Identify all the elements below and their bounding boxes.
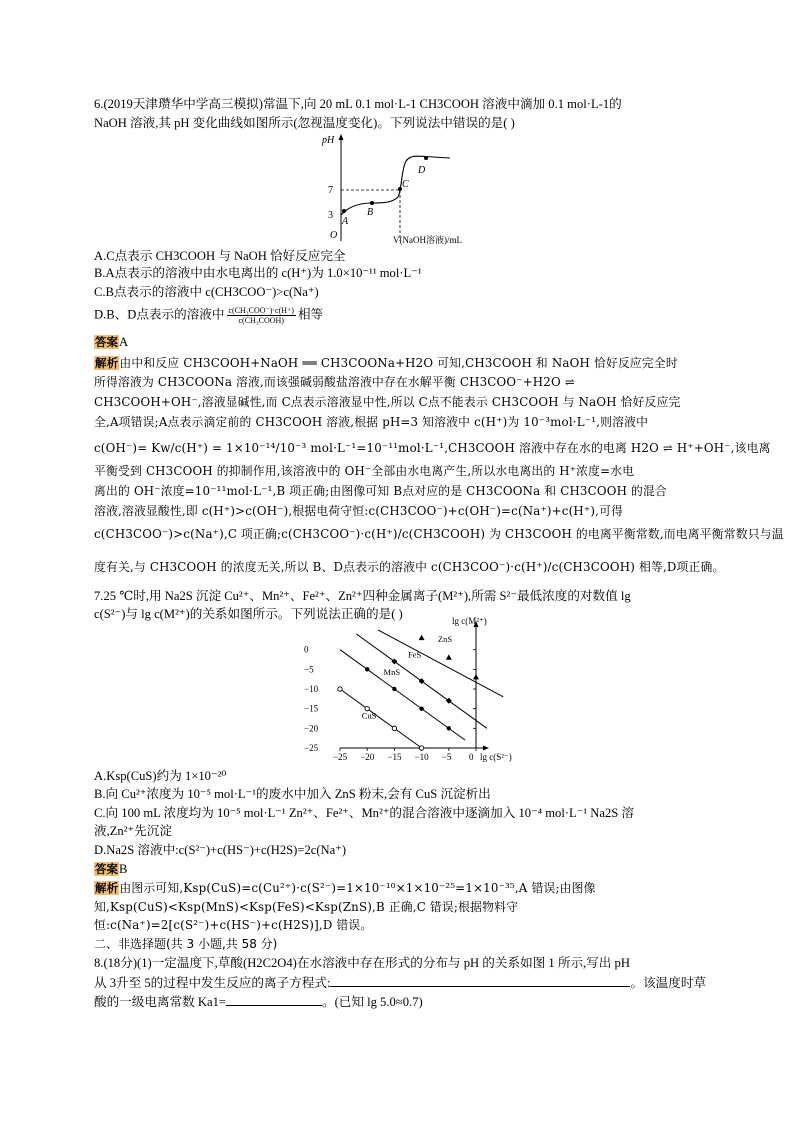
label-D: D bbox=[418, 165, 426, 176]
answer-value: A bbox=[119, 335, 129, 349]
series-label-mns: MnS bbox=[383, 667, 401, 678]
q8-line2-post: 。该温度时草 bbox=[630, 976, 707, 990]
y-tick-label: −10 bbox=[304, 684, 319, 694]
q7-answer bbox=[94, 862, 127, 877]
answer-tag: 答案 bbox=[95, 862, 118, 876]
q6-option-d-pre: D.B、D点表示的溶液中 bbox=[94, 307, 225, 322]
q6-option-b: B.A点表示的溶液中由水电离出的 c(H⁺)为 1.0×10⁻¹¹ mol·L⁻¹ bbox=[94, 266, 422, 280]
point-A bbox=[342, 209, 346, 213]
y-tick-label: −20 bbox=[304, 723, 319, 734]
q7-option-d: D.Na2S 溶液中:c(S²⁻)+c(HS⁻)+c(H2S)=2c(Na⁺) bbox=[94, 843, 347, 857]
q6-analysis-line8: 溶液,溶液显酸性,即 c(H⁺)>c(OH⁻),根据电荷守恒:c(CH3COO⁻)+c(OH⁻)=c(Na⁺)+c(H⁺),可得 bbox=[94, 504, 624, 518]
q6-option-a: A.C点表示 CH3COOH 与 NaOH 恰好反应完全 bbox=[94, 249, 346, 263]
point-B bbox=[370, 201, 374, 205]
q6-option-c: C.B点表示的溶液中 c(CH3COO⁻)>c(Na⁺) bbox=[94, 285, 319, 299]
q7-option-c-line1: C.向 100 mL 浓度均为 10⁻⁵ mol·L⁻¹ Zn²⁺、Fe²⁺、Mn²⁺的混合溶液中逐滴加入 10⁻⁴ mol·L⁻¹ Na2S 溶 bbox=[94, 806, 635, 820]
analysis-text: 由图示可知,Ksp(CuS)=c(Cu²⁺)·c(S²⁻)=1×10⁻¹⁰×1×10⁻²⁵=1×10⁻³⁵,A 错误;由图像 bbox=[119, 881, 596, 895]
series-label-cus: CuS bbox=[361, 710, 377, 721]
point-zns bbox=[446, 654, 452, 659]
fraction-numerator: c(CH₃COO⁻)·c(H⁺) bbox=[228, 306, 294, 315]
q7-analysis-line1 bbox=[94, 881, 596, 896]
q8-line3-post: 。(已知 lg 5.0≈0.7) bbox=[321, 995, 423, 1009]
q7-option-c-line2: 液,Zn²⁺先沉淀 bbox=[94, 824, 172, 838]
y-axis-label: lg c(M²⁺) bbox=[452, 616, 487, 626]
label-B: B bbox=[367, 207, 374, 218]
q8-stem-line1: 8.(18分)(1)一定温度下,草酸(H2C2O4)在水溶液中存在形式的分布与 pH 的关系如图 1 所示,写出 pH bbox=[94, 956, 630, 970]
q7-stem-line2: c(S²⁻)与 lg c(M²⁺)的关系如图所示。下列说法正确的是( ) bbox=[94, 607, 403, 621]
x-tick-label: −25 bbox=[333, 752, 348, 762]
q6-option-d bbox=[94, 306, 323, 325]
series-label-fes: FeS bbox=[408, 649, 422, 660]
q7-solubility-chart bbox=[300, 616, 512, 766]
q6-analysis-line1 bbox=[94, 356, 678, 371]
point-mns bbox=[447, 726, 451, 730]
q6-analysis-line10: 度有关,与 CH3COOH 的浓度无关,所以 B、D点表示的溶液中 c(CH3COO⁻)·c(H⁺)/c(CH3COOH) 相等,D项正确。 bbox=[94, 560, 725, 574]
answer-blank-ka1[interactable] bbox=[226, 993, 322, 1006]
origin-label: O bbox=[330, 230, 338, 241]
analysis-tag: 解析 bbox=[95, 881, 119, 895]
x-tick-label: 0 bbox=[469, 752, 474, 762]
q7-option-a: A.Ksp(CuS)约为 1×10⁻²⁰ bbox=[94, 769, 227, 783]
answer-blank-equation[interactable] bbox=[330, 974, 630, 987]
label-A: A bbox=[342, 216, 349, 227]
point-cus bbox=[392, 726, 396, 730]
series-line-cus bbox=[340, 689, 422, 748]
x-tick-label: −5 bbox=[441, 752, 452, 762]
point-cus bbox=[419, 746, 423, 750]
q8-line3-pre: 酸的一级电离常数 Ka1= bbox=[94, 995, 226, 1009]
q6-stem-line1: 6.(2019天津瓒华中学高三模拟)常温下,向 20 mL 0.1 mol·L-1 CH3COOH 溶液中滴加 0.1 mol·L-1的 bbox=[94, 97, 622, 111]
q6-option-d-post: 相等 bbox=[297, 307, 324, 322]
q6-analysis-line4: 全,A项错误;A点表示滴定前的 CH3COOH 溶液,根据 pH=3 知溶液中 c(H⁺)为 10⁻³mol·L⁻¹,则溶液中 bbox=[94, 415, 649, 429]
q8-stem-line2 bbox=[94, 974, 706, 991]
y-tick-label: −25 bbox=[304, 743, 319, 753]
answer-tag: 答案 bbox=[95, 335, 118, 349]
q6-analysis-line7: 离出的 OH⁻浓度=10⁻¹¹mol·L⁻¹,B 项正确;由图像可知 B点对应的是 CH3COONa 和 CH3COOH 的混合 bbox=[94, 484, 668, 498]
series-line-mns bbox=[340, 650, 465, 740]
q6-analysis-line9: c(CH3COO⁻)>c(Na⁺),C 项正确;c(CH3COO⁻)·c(H⁺)/c(CH3COOH) 为 CH3COOH 的电离平衡常数,而电离平衡常数只与温 bbox=[94, 527, 784, 541]
q6-option-d-fraction bbox=[227, 306, 296, 325]
x-tick-label: −10 bbox=[414, 752, 429, 762]
x-axis-label: lg c(S²⁻) bbox=[480, 752, 512, 762]
tick-3: 3 bbox=[328, 210, 333, 221]
y-tick-label: −15 bbox=[304, 703, 319, 714]
point-cus bbox=[338, 687, 342, 691]
point-zns bbox=[419, 635, 425, 640]
x-tick-label: −15 bbox=[387, 752, 402, 762]
point-mns bbox=[419, 706, 423, 710]
q7-analysis-line2: 知,Ksp(CuS)<Ksp(MnS)<Ksp(FeS)<Ksp(ZnS),B 正确,C 错误;根据物料守 bbox=[94, 900, 519, 914]
q6-analysis-line5: c(OH⁻)= Kw/c(H⁺) = 1×10⁻¹⁴/10⁻³ mol·L⁻¹=10⁻¹¹mol·L⁻¹,CH3COOH 溶液中存在水的电离 H2O ⇌ H⁺+OH⁻,该电离 bbox=[94, 441, 771, 455]
q8-stem-line3 bbox=[94, 993, 423, 1010]
q6-stem-line2: NaOH 溶液,其 pH 变化曲线如图所示(忽视温度变化)。下列说法中错误的是( ) bbox=[94, 116, 515, 130]
x-axis-label: V(NaOH溶液)/mL bbox=[393, 235, 462, 245]
q6-titration-figure bbox=[320, 131, 490, 246]
q7-analysis-line3: 恒:c(Na⁺)=2[c(S²⁻)+c(HS⁻)+c(H2S)],D 错误。 bbox=[94, 918, 373, 932]
y-axis-arrow bbox=[339, 134, 344, 140]
point-mns bbox=[365, 667, 369, 671]
analysis-text: 由中和反应 CH3COOH+NaOH ══ CH3COONa+H2O 可知,CH3COOH 和 NaOH 恰好反应完全时 bbox=[119, 356, 678, 370]
analysis-tag: 解析 bbox=[95, 356, 119, 370]
point-zns bbox=[473, 674, 479, 679]
q6-answer bbox=[94, 335, 128, 350]
y-axis-label: pH bbox=[322, 135, 335, 146]
section-heading: 二、非选择题(共 3 小题,共 58 分) bbox=[94, 937, 278, 951]
point-D bbox=[424, 156, 428, 160]
q8-line2-pre: 从 3升至 5的过程中发生反应的离子方程式: bbox=[94, 976, 331, 990]
q7-option-b: B.向 Cu²⁺浓度为 10⁻⁵ mol·L⁻¹的废水中加入 ZnS 粉末,会有 CuS 沉淀析出 bbox=[94, 787, 491, 801]
q7-stem-line1: 7.25 ℃时,用 Na2S 沉淀 Cu²⁺、Mn²⁺、Fe²⁺、Zn²⁺四种金属离子(M²⁺),所需 S²⁻最低浓度的对数值 lg bbox=[94, 589, 631, 603]
q6-analysis-line3: CH3COOH+OH⁻,溶液显碱性,而 C点表示溶液显中性,所以 C点不能表示 CH3COOH 与 NaOH 恰好反应完 bbox=[94, 395, 681, 409]
y-tick-label: 0 bbox=[304, 644, 309, 655]
point-mns bbox=[392, 687, 396, 691]
q6-analysis-line6: 平衡受到 CH3COOH 的抑制作用,该溶液中的 OH⁻全部由水电离产生,所以水电离出的 H⁺浓度=水电 bbox=[94, 464, 635, 478]
series-label-zns: ZnS bbox=[437, 633, 453, 644]
fraction-denominator: c(CH₃COOH) bbox=[238, 316, 284, 325]
label-C: C bbox=[402, 179, 409, 190]
q6-analysis-line2: 所得溶液为 CH3COONa 溶液,而该强碱弱酸盐溶液中存在水解平衡 CH3COO⁻+H2O ⇌ bbox=[94, 375, 575, 389]
y-tick-label: −5 bbox=[304, 664, 314, 675]
x-axis-arrow bbox=[483, 746, 489, 751]
x-tick-label: −20 bbox=[360, 752, 375, 762]
tick-7: 7 bbox=[328, 185, 333, 196]
titration-curve bbox=[341, 156, 450, 215]
answer-value: B bbox=[119, 862, 128, 876]
